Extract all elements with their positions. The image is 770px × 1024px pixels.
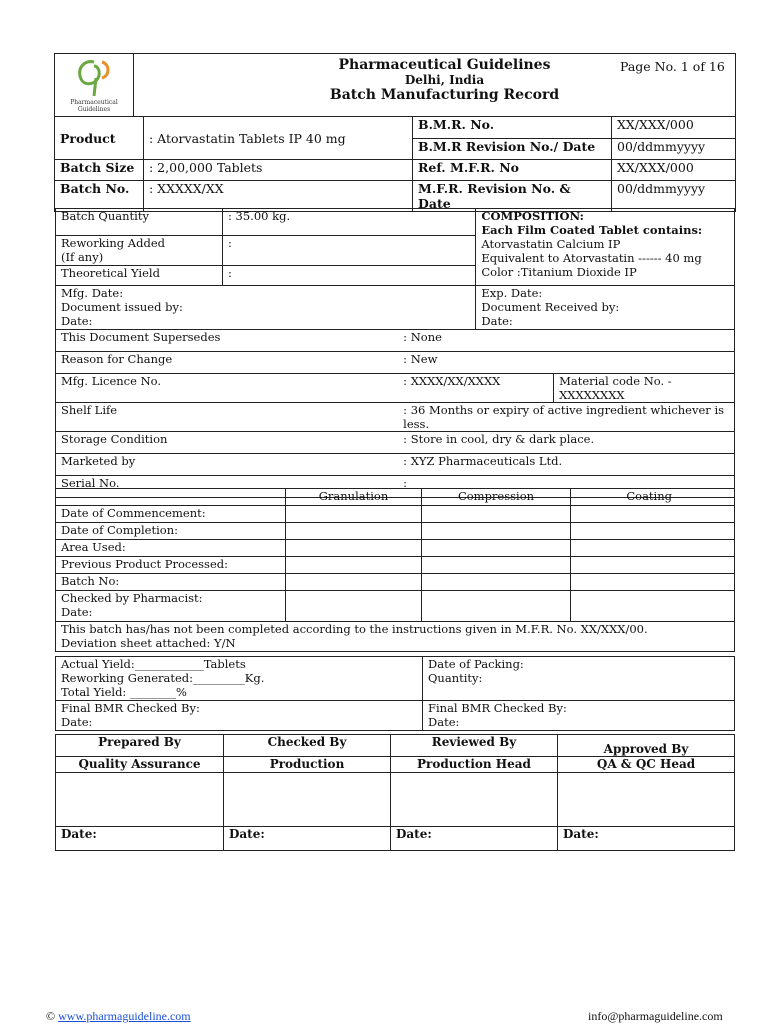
supersedes-value: : None — [398, 330, 734, 352]
compression-cell — [422, 557, 571, 574]
granulation-cell — [286, 574, 422, 591]
signature-date: Date: — [56, 827, 224, 851]
licence-label: Mfg. Licence No. — [56, 374, 399, 403]
bmr-rev-value: 00/ddmmyyyy — [612, 138, 736, 159]
granulation-cell — [286, 523, 422, 540]
material-code: Material code No. - XXXXXXXX — [554, 374, 735, 403]
batch-size-label: Batch Size — [55, 160, 144, 181]
role-approved: Approved By — [558, 735, 735, 757]
doc-issued: Document issued by: — [61, 300, 183, 314]
composition-line3: Color :Titanium Dioxide IP — [481, 265, 637, 279]
footer-email[interactable]: info@pharmaguideline.com — [588, 1009, 723, 1023]
packing-cell — [423, 657, 735, 701]
completion-cell — [56, 622, 735, 652]
licence-value: : XXXX/XX/XXXX — [398, 374, 553, 403]
batch-quantity-value: : 35.00 kg. — [223, 209, 476, 236]
granulation-cell — [286, 557, 422, 574]
stages-table — [55, 488, 735, 652]
copyright-symbol: © — [46, 1009, 56, 1023]
mfr-rev-value: 00/ddmmyyyy — [612, 181, 736, 212]
signature-box — [56, 773, 224, 827]
coating-cell — [571, 557, 735, 574]
role-checked: Checked By — [224, 735, 391, 757]
shelf-value: : 36 Months or expiry of active ingredient whichever is less. — [398, 403, 734, 432]
granulation-cell — [286, 506, 422, 523]
quantity: Quantity: — [428, 671, 483, 685]
completion-line2: Deviation sheet attached: Y/N — [61, 636, 236, 650]
exp-date: Exp. Date: — [481, 286, 543, 300]
logo-text-2: Guidelines — [77, 105, 111, 112]
marketed-label: Marketed by — [56, 454, 399, 476]
compression-cell — [422, 523, 571, 540]
reason-value: : New — [398, 352, 734, 374]
bmr-rev-label: B.M.R Revision No./ Date — [413, 138, 612, 159]
stage-row-label: Date of Commencement: — [56, 506, 286, 523]
coating-cell — [571, 506, 735, 523]
checked-date: Date: — [61, 605, 93, 619]
checked-by-cell — [56, 591, 286, 622]
batch-no-label: Batch No. — [55, 181, 144, 212]
mfg-cell — [56, 286, 476, 330]
signature-date: Date: — [224, 827, 391, 851]
signature-table — [55, 734, 735, 851]
logo-icon — [64, 56, 124, 112]
details-table — [55, 208, 735, 498]
bmr-no-label: B.M.R. No. — [413, 117, 612, 138]
composition-line1: Atorvastatin Calcium IP — [481, 237, 621, 251]
reworking-value: : — [223, 236, 476, 266]
reworking-generated: Reworking Generated:_________Kg. — [61, 671, 265, 685]
yield-table — [55, 656, 735, 731]
product-label: Product — [55, 117, 144, 160]
mfr-no-label: Ref. M.F.R. No — [413, 160, 612, 181]
theoretical-label: Theoretical Yield — [56, 266, 223, 286]
doc-location: Delhi, India — [404, 73, 485, 87]
compression-cell — [422, 591, 571, 622]
batch-no-value: : XXXXX/XX — [144, 181, 413, 212]
reworking-label — [56, 236, 223, 266]
signature-box — [224, 773, 391, 827]
dept-qa: Quality Assurance — [56, 757, 224, 773]
actual-yield: Actual Yield:____________Tablets — [61, 657, 246, 671]
stage-row-label: Area Used: — [56, 540, 286, 557]
mfg-date: Mfg. Date: — [61, 286, 124, 300]
doc-received: Document Received by: — [481, 300, 620, 314]
composition-title: COMPOSITION: — [481, 209, 584, 223]
exp-cell — [476, 286, 735, 330]
final-bmr-left-cell — [56, 701, 423, 731]
signature-date: Date: — [391, 827, 558, 851]
bmr-cell — [413, 117, 736, 160]
serial-value: : — [398, 476, 734, 498]
date-of-packing: Date of Packing: — [428, 657, 524, 671]
completion-line1: This batch has/has not been completed according to the instructions given in M.F.R. No. XX/XXX/00. — [61, 622, 648, 636]
page-cell — [615, 54, 736, 117]
col-compression: Compression — [422, 489, 571, 506]
final-date-right: Date: — [428, 715, 460, 729]
granulation-cell — [286, 540, 422, 557]
signature-box — [391, 773, 558, 827]
storage-value: : Store in cool, dry & dark place. — [398, 432, 734, 454]
logo-cell — [55, 54, 134, 117]
date-2: Date: — [481, 314, 513, 328]
reworking-label-2: (If any) — [61, 250, 104, 264]
stage-row-label: Batch No: — [56, 574, 286, 591]
col-coating: Coating — [571, 489, 735, 506]
reworking-label-1: Reworking Added — [61, 236, 165, 250]
theoretical-value: : — [223, 266, 476, 286]
batch-quantity-label: Batch Quantity — [56, 209, 223, 236]
product-table — [54, 116, 736, 212]
composition-line2: Equivalent to Atorvastatin ------ 40 mg — [481, 251, 702, 265]
role-prepared: Prepared By — [56, 735, 224, 757]
compression-cell — [422, 506, 571, 523]
coating-cell — [571, 540, 735, 557]
signature-box — [558, 773, 735, 827]
yield-cell — [56, 657, 423, 701]
composition-sub: Each Film Coated Tablet contains: — [481, 223, 703, 237]
checked-by: Checked by Pharmacist: — [61, 591, 203, 605]
page-number: Page No. 1 of 16 — [620, 59, 725, 74]
batch-size-value: : 2,00,000 Tablets — [144, 160, 413, 181]
doc-subtitle: Batch Manufacturing Record — [329, 87, 560, 103]
coating-cell — [571, 574, 735, 591]
final-bmr-right-cell — [423, 701, 735, 731]
stage-row-label: Date of Completion: — [56, 523, 286, 540]
header-table — [54, 53, 736, 117]
mfr-rev-label: M.F.R. Revision No. & Date — [413, 181, 612, 212]
signature-date: Date: — [558, 827, 735, 851]
col-granulation: Granulation — [286, 489, 422, 506]
final-bmr-left: Final BMR Checked By: — [61, 701, 200, 715]
serial-label: Serial No. — [56, 476, 399, 498]
dept-production: Production — [224, 757, 391, 773]
dept-qa-qc-head: QA & QC Head — [558, 757, 735, 773]
compression-cell — [422, 574, 571, 591]
composition-cell — [476, 209, 735, 286]
title-cell — [134, 54, 616, 117]
logo-text-1: Pharmaceutical — [70, 98, 118, 106]
date-1: Date: — [61, 314, 93, 328]
dept-production-head: Production Head — [391, 757, 558, 773]
doc-title: Pharmaceutical Guidelines — [338, 57, 551, 73]
stage-corner — [56, 489, 286, 506]
storage-label: Storage Condition — [56, 432, 399, 454]
coating-cell — [571, 523, 735, 540]
marketed-value: : XYZ Pharmaceuticals Ltd. — [398, 454, 734, 476]
final-bmr-right: Final BMR Checked By: — [428, 701, 567, 715]
supersedes-label: This Document Supersedes — [56, 330, 399, 352]
role-reviewed: Reviewed By — [391, 735, 558, 757]
final-date-left: Date: — [61, 715, 93, 729]
compression-cell — [422, 540, 571, 557]
product-value: : Atorvastatin Tablets IP 40 mg — [144, 117, 413, 160]
coating-cell — [571, 591, 735, 622]
total-yield: Total Yield: ________% — [61, 685, 187, 699]
reason-label: Reason for Change — [56, 352, 399, 374]
shelf-label: Shelf Life — [56, 403, 399, 432]
bmr-no-value: XX/XXX/000 — [612, 117, 736, 138]
granulation-cell — [286, 591, 422, 622]
footer-left — [46, 1009, 191, 1024]
website-link[interactable]: www.pharmaguideline.com — [58, 1009, 191, 1023]
stage-row-label: Previous Product Processed: — [56, 557, 286, 574]
mfr-no-value: XX/XXX/000 — [612, 160, 736, 181]
